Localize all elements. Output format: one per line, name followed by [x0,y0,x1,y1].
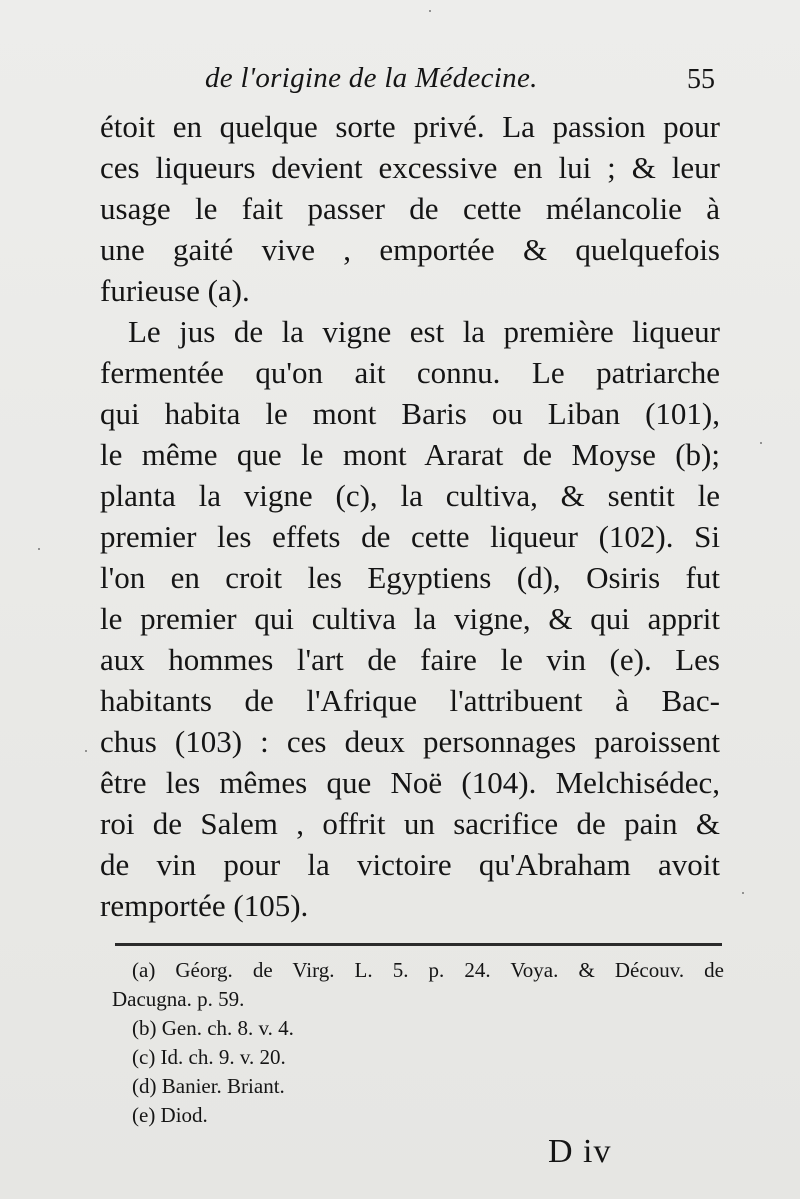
text-line: usage le fait passer de cette mélancolie à [100,191,720,226]
text-line: chus (103) : ces deux personnages paroissent [100,724,720,759]
text-line: qui habita le mont Baris ou Liban (101), [100,396,720,431]
text-line: aux hommes l'art de faire le vin (e). Les [100,642,720,677]
text-line: de vin pour la victoire qu'Abraham avoit [100,847,720,882]
footnote-a-continuation: Dacugna. p. 59. [112,987,245,1011]
text-line: le même que le mont Ararat de Moyse (b); [100,437,720,472]
text-line: une gaité vive , emportée & quelquefois [100,232,720,267]
page-header [205,62,715,98]
footnote-d: (d) Banier. Briant. [132,1074,285,1098]
main-text [100,106,720,926]
page-number: 55 [687,64,715,95]
footnote-c: (c) Id. ch. 9. v. 20. [132,1045,286,1069]
paragraph-start-line: Le jus de la vigne est la première liqueur [128,314,720,349]
text-line: premier les effets de cette liqueur (102). Si [100,519,720,554]
text-line: ces liqueurs devient excessive en lui ; & leur [100,150,720,185]
running-title: de l'origine de la Médecine. [205,62,538,94]
text-line: étoit en quelque sorte privé. La passion pour [100,109,720,144]
footnote-a: (a) Géorg. de Virg. L. 5. p. 24. Voya. & Découv. de [132,958,724,982]
text-line: roi de Salem , offrit un sacrifice de pain & [100,806,720,841]
signature-mark: D iv [548,1133,612,1170]
footnotes [112,956,724,1130]
text-line: fermentée qu'on ait connu. Le patriarche [100,355,720,390]
footnote-rule [115,943,722,946]
text-line: le premier qui cultiva la vigne, & qui apprit [100,601,720,636]
paper-speck [38,548,40,550]
text-line: habitants de l'Afrique l'attribuent à Bac- [100,683,720,718]
paper-speck [85,750,87,752]
text-line: être les mêmes que Noë (104). Melchisédec, [100,765,720,800]
footnote-b: (b) Gen. ch. 8. v. 4. [132,1016,294,1040]
paper-speck [429,10,431,12]
footnote-e: (e) Diod. [132,1103,208,1127]
text-line: furieuse (a). [100,273,250,308]
text-line: remportée (105). [100,888,309,923]
paper-speck [742,892,744,894]
text-line: planta la vigne (c), la cultiva, & sentit le [100,478,720,513]
paper-speck [760,442,762,444]
text-line: l'on en croit les Egyptiens (d), Osiris fut [100,560,720,595]
